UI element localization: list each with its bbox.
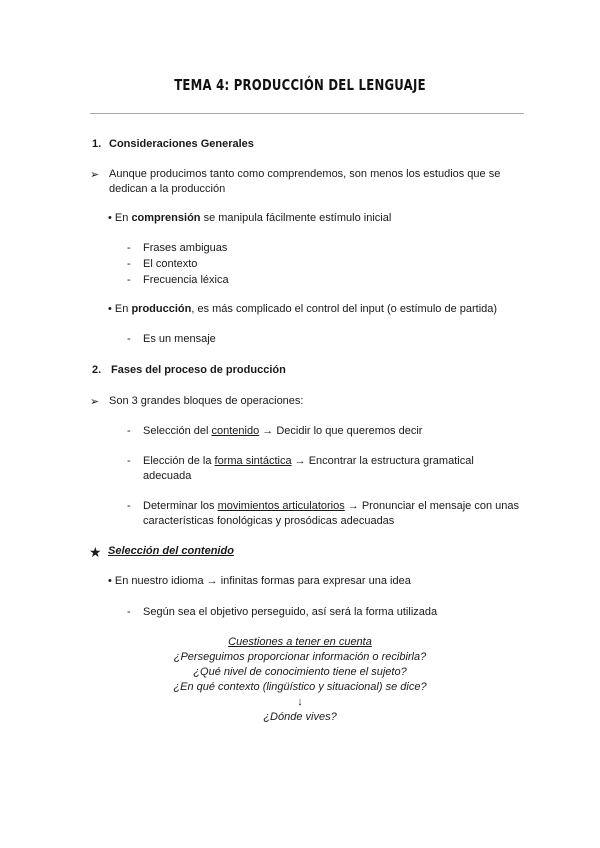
production-post: , es más complicado el control del input (o estímulo de partida) xyxy=(191,303,498,315)
questions-title: Cuestiones a tener en cuenta xyxy=(228,636,372,648)
section-1-heading: Consideraciones Generales xyxy=(109,138,254,150)
section-1-number: 1. xyxy=(92,138,102,150)
operation-2-post: → Encontrar la estructura gramatical xyxy=(291,455,474,467)
list-item: Frases ambiguas xyxy=(143,242,228,254)
down-arrow-icon: ↓ xyxy=(297,696,303,708)
bullet-icon: • xyxy=(108,212,112,224)
question: ¿Qué nivel de conocimiento tiene el sujeto? xyxy=(193,666,407,678)
production-pre: En xyxy=(114,303,132,315)
section-2-heading: Fases del proceso de producción xyxy=(111,364,286,376)
operation-3-line-2: características fonológicas y prosódicas adecuadas xyxy=(143,515,395,527)
operation-1-underlined: contenido xyxy=(211,425,260,437)
intro-line-2: dedican a la producción xyxy=(109,183,226,195)
bullet-icon: • xyxy=(108,575,112,587)
star-icon: ★ xyxy=(89,544,102,560)
bullet-icon: • xyxy=(108,303,112,315)
operation-1-post: → Decidir lo que queremos decir xyxy=(259,425,423,437)
arrow-bullet-icon: ➢ xyxy=(90,169,100,181)
final-question: ¿Dónde vives? xyxy=(263,711,337,723)
dash: - xyxy=(127,425,131,437)
production-item xyxy=(108,303,497,315)
dash: - xyxy=(127,242,131,254)
comprehension-post: se manipula fácilmente estímulo inicial xyxy=(200,212,392,224)
production-bold: producción xyxy=(131,303,192,315)
operation-2 xyxy=(143,455,474,467)
intro-line-1: Aunque producimos tanto como comprendemos, son menos los estudios que se xyxy=(109,168,501,180)
list-item: El contexto xyxy=(143,258,198,270)
section-3-line-2: Según sea el objetivo perseguido, así será la forma utilizada xyxy=(143,606,438,618)
title-divider xyxy=(90,113,524,114)
question: ¿Perseguimos proporcionar información o recibirla? xyxy=(173,651,427,663)
question: ¿En qué contexto (lingüístico y situacional) se dice? xyxy=(173,681,427,693)
operation-2-underlined: forma sintáctica xyxy=(214,455,292,467)
operation-3 xyxy=(143,500,519,512)
arrow-bullet-icon: ➢ xyxy=(90,396,100,408)
comprehension-bold: comprensión xyxy=(131,212,201,224)
dash: - xyxy=(127,258,131,270)
section-2-number: 2. xyxy=(92,364,102,376)
operation-3-pre: Determinar los xyxy=(143,500,218,512)
dash: - xyxy=(127,500,131,512)
comprehension-item xyxy=(108,212,391,224)
section-3-heading: Selección del contenido xyxy=(108,545,234,557)
operation-1-pre: Selección del xyxy=(143,425,212,437)
operation-2-line-2: adecuada xyxy=(143,470,192,482)
page-title: TEMA 4: PRODUCCIÓN DEL LENGUAJE xyxy=(174,76,426,94)
operation-1 xyxy=(143,425,422,437)
comprehension-pre: En xyxy=(114,212,132,224)
operation-3-post: → Pronunciar el mensaje con unas xyxy=(344,500,519,512)
list-item: Es un mensaje xyxy=(143,333,216,345)
operation-3-underlined: movimientos articulatorios xyxy=(217,500,345,512)
section-2-intro: Son 3 grandes bloques de operaciones: xyxy=(109,395,304,407)
dash: - xyxy=(127,455,131,467)
dash: - xyxy=(127,274,131,286)
list-item: Frecuencia léxica xyxy=(143,274,229,286)
dash: - xyxy=(127,606,131,618)
section-3-line-1-text: En nuestro idioma → infinitas formas para expresar una idea xyxy=(114,575,411,587)
section-3-line-1 xyxy=(108,575,411,587)
dash: - xyxy=(127,333,131,345)
operation-2-pre: Elección de la xyxy=(143,455,215,467)
